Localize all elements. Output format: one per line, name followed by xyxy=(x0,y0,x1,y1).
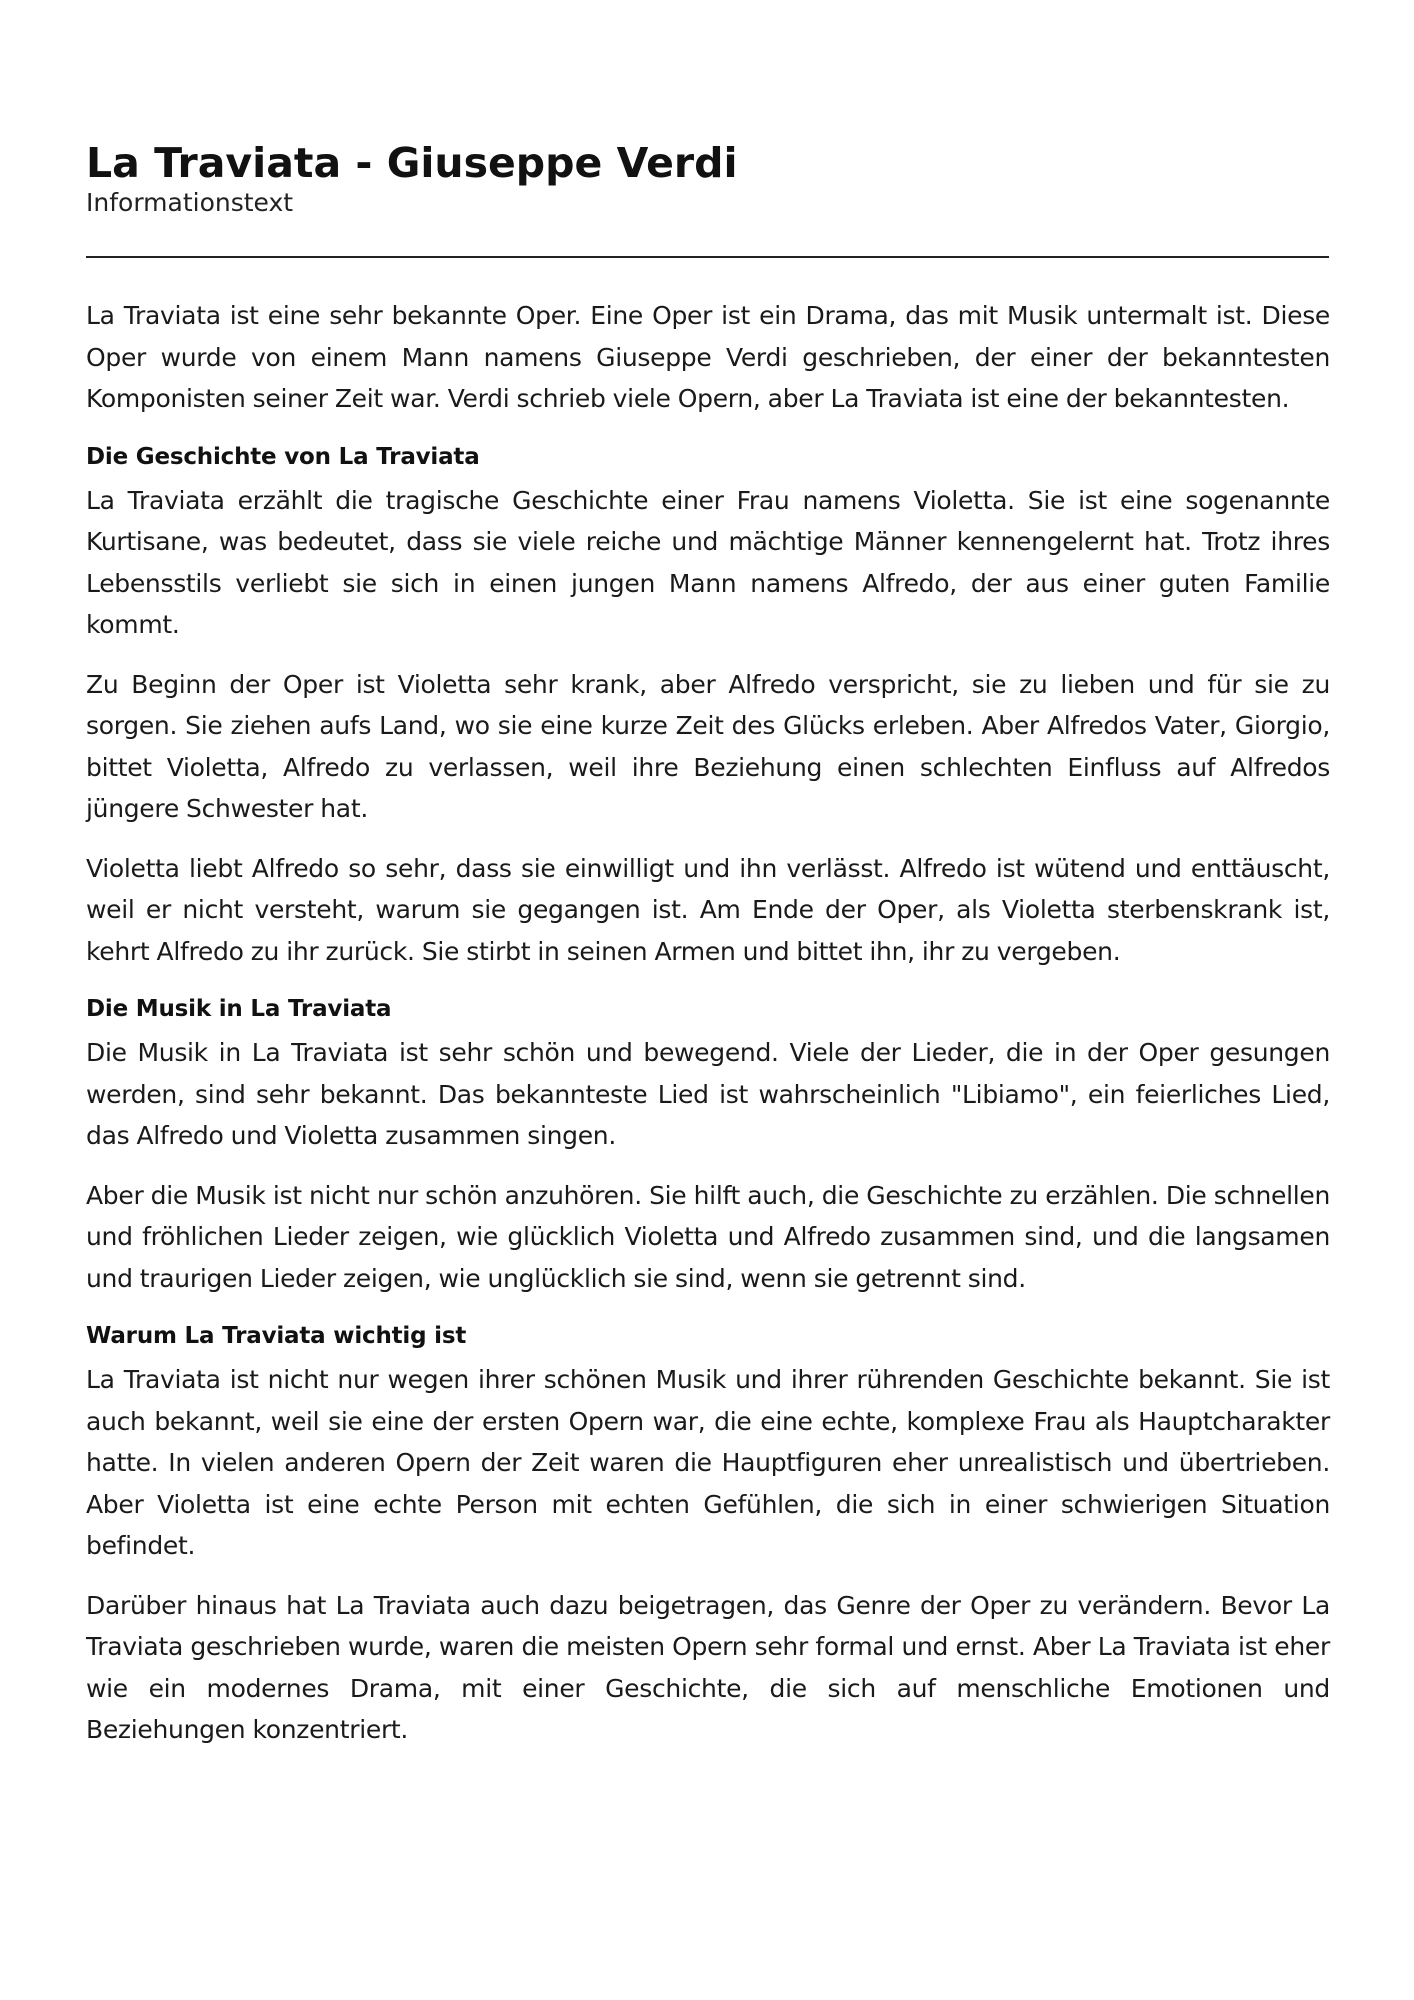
intro-paragraph: La Traviata ist eine sehr bekannte Oper. Eine Oper ist ein Drama, das mit Musik untermalt ist. Diese Oper wurde von einem Mann namens Giuseppe Verdi geschrieben, der einer der bekanntesten Komponisten seiner Zeit war. Verdi schrieb viele Opern, aber La Traviata ist eine der bekanntesten. xyxy=(86,301,1330,413)
document-body xyxy=(86,295,1330,1751)
section-heading-music: Die Musik in La Traviata xyxy=(86,996,392,1022)
importance-paragraph-2: Darüber hinaus hat La Traviata auch dazu beigetragen, das Genre der Oper zu verändern. Bevor La Traviata geschrieben wurde, waren die meisten Opern sehr formal und ernst. Aber La Traviata ist eher wie ein modernes Drama, mit einer Geschichte, die sich auf menschliche Emotionen und Beziehungen konzentriert. xyxy=(86,1590,1330,1744)
story-paragraph-2: Zu Beginn der Oper ist Violetta sehr krank, aber Alfredo verspricht, sie zu lieben und für sie zu sorgen. Sie ziehen aufs Land, wo sie eine kurze Zeit des Glücks erleben. Aber Alfredos Vater, Giorgio, bittet Violetta, Alfredo zu verlassen, weil ihre Beziehung einen schlechten Einfluss auf Alfredos jüngere Schwester hat. xyxy=(86,669,1330,823)
section-heading-importance: Warum La Traviata wichtig ist xyxy=(86,1323,467,1349)
importance-paragraph-1: La Traviata ist nicht nur wegen ihrer schönen Musik und ihrer rührenden Geschichte bekannt. Sie ist auch bekannt, weil sie eine der ersten Opern war, die eine echte, komplexe Frau als Hauptcharakter hatte. In vielen anderen Opern der Zeit waren die Hauptfiguren eher unrealistisch und übertrieben. Aber Violetta ist eine echte Person mit echten Gefühlen, die sich in einer schwierigen Situation befindet. xyxy=(86,1365,1330,1560)
music-paragraph-1: Die Musik in La Traviata ist sehr schön und bewegend. Viele der Lieder, die in der Oper gesungen werden, sind sehr bekannt. Das bekannteste Lied ist wahrscheinlich "Libiamo", ein feierliches Lied, das Alfredo und Violetta zusammen singen. xyxy=(86,1038,1330,1150)
document-title: La Traviata - Giuseppe Verdi xyxy=(86,139,738,187)
document-subtitle: Informationstext xyxy=(86,188,294,217)
music-paragraph-2: Aber die Musik ist nicht nur schön anzuhören. Sie hilft auch, die Geschichte zu erzählen. Die schnellen und fröhlichen Lieder zeigen, wie glücklich Violetta und Alfredo zusammen sind, und die langsamen und traurigen Lieder zeigen, wie unglücklich sie sind, wenn sie getrennt sind. xyxy=(86,1180,1330,1293)
story-paragraph-1: La Traviata erzählt die tragische Geschichte einer Frau namens Violetta. Sie ist eine sogenannte Kurtisane, was bedeutet, dass sie viele reiche und mächtige Männer kennengelernt hat. Trotz ihres Lebensstils verliebt sie sich in einen jungen Mann namens Alfredo, der aus einer guten Familie kommt. xyxy=(86,485,1330,639)
section-importance xyxy=(86,1317,1330,1751)
section-music xyxy=(86,990,1330,1299)
title-divider xyxy=(86,256,1329,258)
section-heading-story: Die Geschichte von La Traviata xyxy=(86,443,480,470)
section-story xyxy=(86,438,1330,973)
story-paragraph-3: Violetta liebt Alfredo so sehr, dass sie einwilligt und ihn verlässt. Alfredo ist wütend und enttäuscht, weil er nicht versteht, warum sie gegangen ist. Am Ende der Oper, als Violetta sterbenskrank ist, kehrt Alfredo zu ihr zurück. Sie stirbt in seinen Armen und bittet ihn, ihr zu vergeben. xyxy=(86,853,1330,966)
document-page xyxy=(86,138,1330,1769)
